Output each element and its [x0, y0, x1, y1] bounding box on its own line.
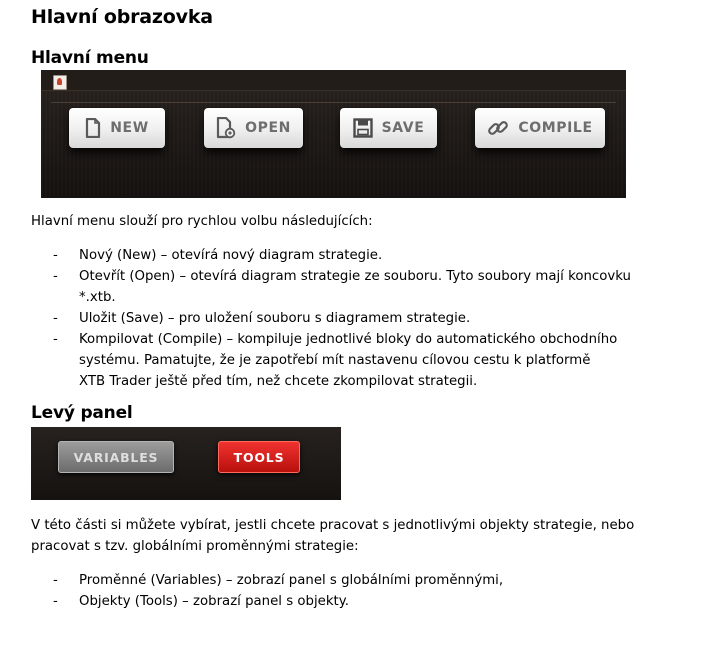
- compile-button-label: COMPILE: [518, 120, 593, 136]
- toolbar-divider: [51, 102, 616, 103]
- list-item: [31, 245, 679, 266]
- list-item-text: Otevřít (Open) – otevírá diagram strategie ze souboru. Tyto soubory mají koncovku: [79, 269, 631, 284]
- compile-button[interactable]: [475, 108, 605, 148]
- left-panel-intro: [31, 515, 634, 557]
- tools-button[interactable]: [218, 441, 300, 473]
- save-button-label: SAVE: [381, 120, 425, 136]
- tools-button-label: TOOLS: [233, 449, 285, 465]
- bullet-dash: -: [53, 573, 58, 588]
- left-panel-intro-line: V této části si můžete vybírat, jestli chcete pracovat s jednotlivými objekty strategie, nebo: [31, 518, 635, 533]
- bullet-dash: -: [53, 248, 58, 263]
- main-menu-list: [31, 245, 679, 392]
- new-document-icon: [85, 118, 101, 138]
- left-panel-list: [31, 570, 679, 612]
- list-item-text: Kompilovat (Compile) – kompiluje jednotlivé bloky do automatického obchodního: [79, 332, 618, 347]
- variables-button-label: VARIABLES: [73, 449, 159, 465]
- bullet-dash: -: [53, 311, 58, 326]
- list-item: [31, 266, 679, 308]
- chain-link-icon: [487, 117, 509, 139]
- list-item: [31, 308, 679, 329]
- window-title-bar: [41, 70, 626, 91]
- open-button[interactable]: [204, 108, 303, 148]
- save-button[interactable]: [340, 108, 437, 148]
- list-item-text: XTB Trader ještě před tím, než chcete zkompilovat strategii.: [79, 374, 478, 389]
- open-button-label: OPEN: [245, 120, 291, 136]
- page-title: Hlavní obrazovka: [31, 6, 213, 28]
- left-panel-screenshot: [31, 427, 341, 500]
- list-item: [31, 570, 679, 591]
- section-title-left-panel: Levý panel: [31, 403, 133, 423]
- java-app-icon: [53, 75, 67, 90]
- bullet-dash: -: [53, 332, 58, 347]
- list-item-text: systému. Pamatujte, že je zapotřebí mít nastavenu cílovou cestu k platformě: [79, 353, 591, 368]
- bullet-dash: -: [53, 269, 58, 284]
- new-button-label: NEW: [110, 120, 149, 136]
- open-document-icon: [216, 117, 236, 139]
- left-panel-intro-line: pracovat s tzv. globálními proměnnými strategie:: [31, 539, 359, 554]
- list-item-text: Uložit (Save) – pro uložení souboru s diagramem strategie.: [79, 311, 471, 326]
- save-disk-icon: [353, 118, 373, 138]
- main-menu-intro: Hlavní menu slouží pro rychlou volbu následujících:: [31, 214, 373, 229]
- list-item: [31, 591, 679, 612]
- section-title-main-menu: Hlavní menu: [31, 48, 149, 68]
- bullet-dash: -: [53, 594, 58, 609]
- list-item: [31, 329, 679, 392]
- list-item-text: Proměnné (Variables) – zobrazí panel s globálními proměnnými,: [79, 573, 504, 588]
- variables-button[interactable]: [58, 441, 174, 473]
- list-item-text: Objekty (Tools) – zobrazí panel s objekty.: [79, 594, 349, 609]
- new-button[interactable]: [69, 108, 165, 148]
- list-item-text: *.xtb.: [79, 290, 116, 305]
- list-item-text: Nový (New) – otevírá nový diagram strategie.: [79, 248, 383, 263]
- main-menu-screenshot: [41, 70, 626, 198]
